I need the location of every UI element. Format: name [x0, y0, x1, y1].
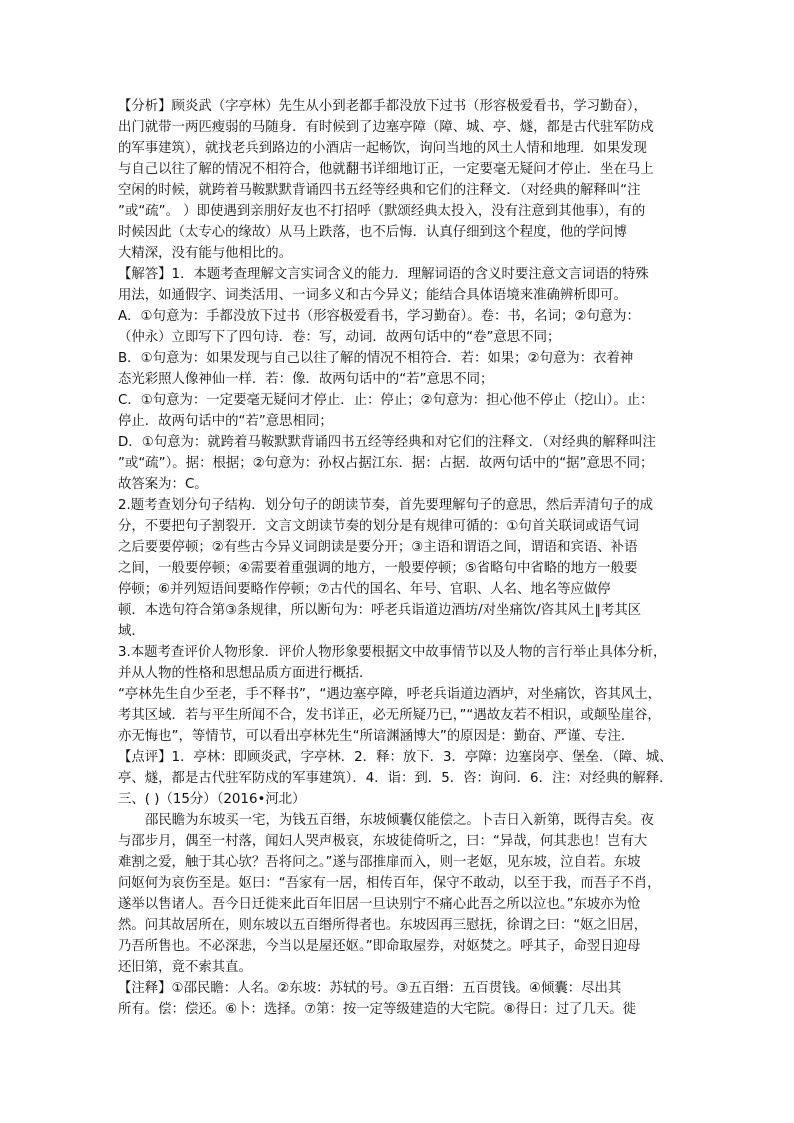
text-line: 的军事建筑），就找老兵到路边的小酒店一起畅饮，询问当地的风土人情和地理．如果发现 — [118, 141, 647, 156]
text-line: A．①句意为：手都没放下过书（形容极爱看书，学习勤奋）。卷：书，名词；②句意为： — [118, 309, 640, 324]
text-line: 故答案为：C。 — [118, 477, 208, 492]
text-line: 还旧第，竟不索其直。 — [118, 960, 252, 975]
text-line: 之间，一般要停顿；④需要着重强调的地方，一般要停顿；⑤省略句中省略的地方一般要 — [118, 561, 638, 576]
text-line: 【分析】顾炎武（字亭林）先生从小到老都手都没放下过书（形容极爱看书，学习勤奋）， — [118, 99, 647, 114]
text-line: 考其区域．若与平生所闻不合，发书详正，必无所疑乃已，”“遇故友若不相识，或颠坠崖谷， — [118, 708, 661, 723]
text-line: 2.题考查划分句子结构．划分句子的朗读节奏，首先要理解句子的意思，然后弄清句子的成 — [118, 498, 654, 513]
text-line: 停止．故两句话中的“若”意思相同； — [118, 414, 333, 429]
text-line: 问妪何为哀伤至是。妪曰：“吾家有一居，相传百年，保守不敢动，以至于我，而吾子不肖， — [118, 876, 661, 891]
text-line: ”或“疏”。 ）即使遇到亲朋好友也不打招呼（默颂经典太投入，没有注意到其他事），有的 — [118, 204, 646, 219]
text-line: B．①句意为：如果发现与自己以往了解的情况不相符合．若：如果；②句意为：衣着神 — [118, 351, 634, 366]
text-line: 出门就带一两匹瘦弱的马随身．有时候到了边塞亭障（障、城、亭、燧，都是古代驻军防戍 — [118, 120, 654, 135]
text-line: 用法，如通假字、词类活用、一词多义和古今异义；能结合具体语境来准确辨析即可。 — [118, 288, 627, 303]
text-line: 空闲的时候，就跨着马鞍默默背诵四书五经等经典和它们的注释文．（对经典的解释叫“注 — [118, 183, 641, 198]
text-line: 亦无悔也”，等情节，可以看出亭林先生“所谙渊涵博大”的原因是：勤奋、严谨、专注． — [118, 729, 635, 744]
text-line: 大精深，没有能与他相比的。 — [118, 246, 293, 261]
text-line: 之后要要停顿；②有些古今异义词朗读是要分开；③主语和谓语之间，谓语和宾语、补语 — [118, 540, 638, 555]
text-line: ”或“疏”）。据：根据；②句意为：孙权占据江东．据：占据．故两句话中的“据”意思不同； — [118, 456, 654, 471]
text-line: 3.本题考查评价人物形象．评价人物形象要根据文中故事情节以及人物的言行举止具体分析， — [118, 645, 667, 660]
text-line: 态光彩照人像神仙一样．若：像．故两句话中的“若”意思不同； — [118, 372, 494, 387]
text-line: 【点评】1．亭林：即顾炎武，字亭林．2．释：放下．3．亭障：边塞岗亭、堡垒．（障、城、 — [118, 750, 673, 765]
text-line: 并从人物的性格和思想品质方面进行概括． — [118, 666, 373, 681]
text-line: 顿．本选句符合第③条规律，所以断句为：呼老兵诣道边酒坊/对坐痛饮/咨其风土∥考其区 — [118, 603, 642, 618]
text-line: 亭、燧，都是古代驻军防戍的军事建筑）．4．诣：到．5．咨：询问．6．注：对经典的解释． — [118, 771, 673, 786]
text-line: 与自己以往了解的情况不相符合，他就翻书详细地订正，一定要毫无疑问才停止．坐在马上 — [118, 162, 654, 177]
text-line: 【解答】1．本题考查理解文言实词含义的能力．理解词语的含义时要注意文言词语的特殊 — [118, 267, 649, 282]
text-line: 乃吾所售也。不必深悲，今当以是屋还妪。”即命取屋券，对妪焚之。呼其子，命翌日迎母 — [118, 939, 641, 954]
text-line: 三、( )（15分）（2016•河北） — [118, 792, 306, 807]
text-line: D．①句意为：就跨着马鞍默默背诵四书五经等经典和对它们的注释文．（对经典的解释叫注 — [118, 435, 656, 450]
text-line: 邵民瞻为东坡买一宅，为钱五百缗，东坡倾囊仅能偿之。卜吉日入新第，既得吉矣。夜 — [145, 813, 654, 828]
text-line: 难割之爱，触于其心欤？吾将问之。”遂与邵推扉而入，则一老妪，见东坡，泣自若。东坡 — [118, 855, 641, 870]
text-line: 分，不要把句子割裂开．文言文朗读节奏的划分是有规律可循的：①句首关联词或语气词 — [118, 519, 639, 534]
text-line: 时候因此（太专心的缘故）从马上跌落，也不后悔．认真仔细到这个程度，他的学问博 — [118, 225, 627, 240]
text-line: C．①句意为：一定要毫无疑问才停止．止：停止；②句意为：担心他不停止（挖山）。止： — [118, 393, 654, 408]
text-line: 域． — [118, 624, 145, 639]
text-line: 遂举以售诸人。吾今日迁徙来此百年旧居一旦诀别宁不痛心此吾之所以泣也。”东坡亦为怆 — [118, 897, 641, 912]
text-line: “亭林先生自少至老，手不释书”，“遇边塞亭障，呼老兵诣道边酒垆，对坐痛饮，咨其风土， — [118, 687, 662, 702]
text-line: 停顿；⑥并列短语间要略作停顿；⑦古代的国名、年号、官职、人名、地名等应做停 — [118, 582, 611, 597]
text-line: 【注释】①邵民瞻：人名。②东坡：苏轼的号。③五百缗：五百贯钱。④倾囊：尽出其 — [118, 981, 622, 996]
text-line: 与邵步月，偶至一村落，闻妇人哭声极哀，东坡徒倚听之，曰：“异哉，何其悲也！岂有大 — [118, 834, 648, 849]
text-line: 所有。偿：偿还。⑥卜：选择。⑦第：按一定等级建造的大宅院。⑧得日：过了几天。徙 — [118, 1002, 637, 1017]
document-page — [118, 96, 678, 1020]
text-line: 然。问其故居所在，则东坡以五百缗所得者也。东坡因再三慰抚，徐谓之曰：“妪之旧居， — [118, 918, 648, 933]
text-line: （仲永）立即写下了四句诗．卷：写，动词．故两句话中的“卷”意思不同； — [118, 330, 561, 345]
